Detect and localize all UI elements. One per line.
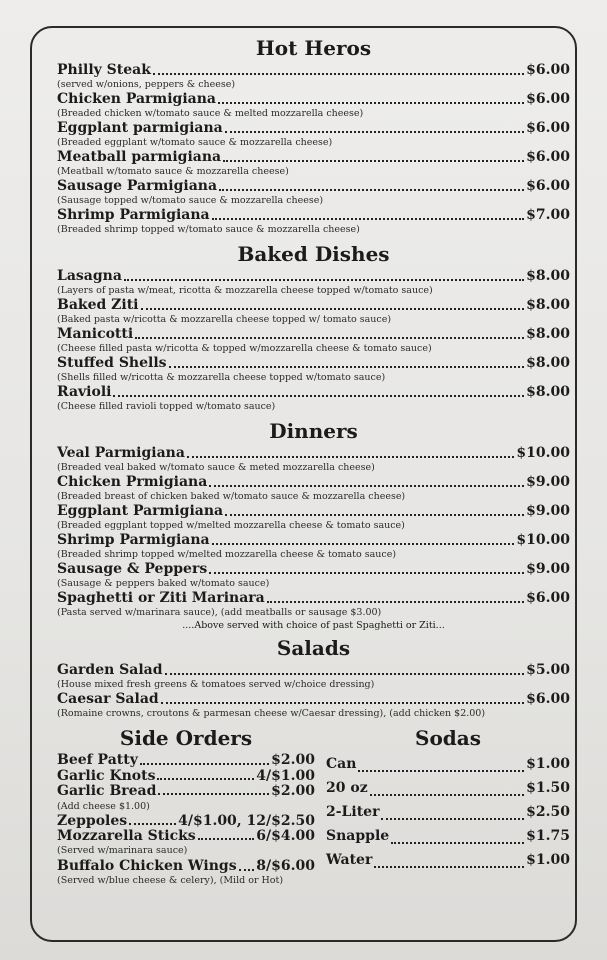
menu-item xyxy=(57,474,570,503)
item-name: Beef Patty xyxy=(57,752,138,768)
menu-item xyxy=(326,776,570,800)
dot-leader xyxy=(135,333,524,339)
dot-leader xyxy=(161,698,524,704)
item-name: Garden Salad xyxy=(57,662,163,678)
item-description: (Served w/marinara sauce) xyxy=(57,845,188,856)
item-price: $9.00 xyxy=(526,474,570,490)
dot-leader xyxy=(212,214,525,220)
section-sodas xyxy=(326,724,570,887)
item-price: $8.00 xyxy=(526,326,570,342)
section-salads xyxy=(57,634,570,720)
dot-leader xyxy=(198,834,255,840)
dot-leader xyxy=(140,759,269,765)
item-description: (Baked pasta w/ricotta & mozzarella cheese topped w/ tomato sauce) xyxy=(57,314,392,325)
dot-leader xyxy=(358,766,524,772)
dot-leader xyxy=(267,597,524,603)
menu-item xyxy=(57,858,315,875)
menu-item xyxy=(57,149,570,178)
item-price: $1.00 xyxy=(526,756,570,772)
menu-item xyxy=(57,590,570,619)
item-price: $1.00 xyxy=(526,852,570,868)
item-name: Ravioli xyxy=(57,384,112,400)
dot-leader xyxy=(129,819,176,825)
menu-item xyxy=(57,532,570,561)
dot-leader xyxy=(157,774,254,780)
item-price: $6.00 xyxy=(526,91,570,107)
menu-item xyxy=(57,691,570,720)
section-title-dinners: Dinners xyxy=(269,419,358,443)
item-price: $1.75 xyxy=(526,828,570,844)
item-description: (Add cheese $1.00) xyxy=(57,801,150,812)
item-price: $1.50 xyxy=(526,780,570,796)
dot-leader xyxy=(124,275,524,281)
section-hot-heros xyxy=(57,34,570,236)
item-name: Sausage Parmigiana xyxy=(57,178,218,194)
item-price: $9.00 xyxy=(526,561,570,577)
item-price: 4/$1.00 xyxy=(256,768,315,784)
item-description: (Breaded breast of chicken baked w/tomato sauce & mozzarella cheese) xyxy=(57,491,406,502)
menu-item xyxy=(57,829,315,844)
dot-leader xyxy=(169,362,525,368)
item-price: $6.00 xyxy=(526,120,570,136)
item-description: (Breaded eggplant w/tomato sauce & mozzarella cheese) xyxy=(57,137,333,148)
item-price: $6.00 xyxy=(526,178,570,194)
item-description: (House mixed fresh greens & tomatoes served w/choice dressing) xyxy=(57,679,375,690)
item-name: Mozzarella Sticks xyxy=(57,828,196,844)
section-title-baked-dishes: Baked Dishes xyxy=(237,242,390,266)
menu-item xyxy=(57,268,570,297)
menu-item xyxy=(326,800,570,824)
menu-item xyxy=(57,297,570,326)
dot-leader xyxy=(225,510,524,516)
item-price: $7.00 xyxy=(526,207,570,223)
menu-item xyxy=(326,848,570,872)
dot-leader xyxy=(374,862,524,868)
item-price: $9.00 xyxy=(526,503,570,519)
item-price: 8/$6.00 xyxy=(256,858,315,874)
dot-leader xyxy=(225,127,524,133)
menu-item xyxy=(326,752,570,776)
item-name: Baked Ziti xyxy=(57,297,139,313)
item-description: (Breaded chicken w/tomato sauce & melted mozzarella cheese) xyxy=(57,108,364,119)
item-name: Shrimp Parmigiana xyxy=(57,532,210,548)
menu-item xyxy=(57,120,570,149)
section-title-hot-heros: Hot Heros xyxy=(255,36,372,60)
dot-leader xyxy=(219,185,524,191)
item-name: Meatball parmigiana xyxy=(57,149,222,165)
item-name: Zeppoles xyxy=(57,813,128,829)
dot-leader xyxy=(381,814,524,820)
dot-leader xyxy=(187,452,514,458)
section-title-sodas: Sodas xyxy=(415,726,481,750)
menu-item xyxy=(57,445,570,474)
menu-item xyxy=(57,662,570,691)
menu-item xyxy=(57,561,570,590)
item-name: Caesar Salad xyxy=(57,691,159,707)
dot-leader xyxy=(391,838,524,844)
menu-item xyxy=(57,326,570,355)
dot-leader xyxy=(153,69,524,75)
item-name: Philly Steak xyxy=(57,62,151,78)
item-name: Manicotti xyxy=(57,326,134,342)
item-price: 4/$1.00, 12/$2.50 xyxy=(178,813,315,829)
dot-leader xyxy=(165,669,525,675)
menu-item xyxy=(57,784,315,799)
item-name: 20 oz xyxy=(326,780,368,796)
section-title-salads: Salads xyxy=(276,636,351,660)
dot-leader xyxy=(370,790,525,796)
item-description: (Sausage topped w/tomato sauce & mozzarella cheese) xyxy=(57,195,324,206)
dot-leader xyxy=(223,156,524,162)
item-price: $8.00 xyxy=(526,355,570,371)
item-name: Water xyxy=(326,852,373,868)
item-name: Garlic Bread xyxy=(57,783,157,799)
item-description: (Shells filled w/ricotta & mozzarella cheese topped w/tomato sauce) xyxy=(57,372,386,383)
item-price: $8.00 xyxy=(526,297,570,313)
section-title-side-orders: Side Orders xyxy=(119,726,253,750)
menu-item xyxy=(326,824,570,848)
bottom-columns xyxy=(57,724,570,887)
menu-item xyxy=(57,384,570,413)
item-price: $10.00 xyxy=(516,532,570,548)
item-description: (Layers of pasta w/meat, ricotta & mozzarella cheese topped w/tomato sauce) xyxy=(57,285,433,296)
dot-leader xyxy=(212,539,515,545)
dot-leader xyxy=(239,865,255,871)
section-dinners xyxy=(57,417,570,632)
dot-leader xyxy=(218,98,524,104)
item-description: (Breaded shrimp topped w/tomato sauce & mozzarella cheese) xyxy=(57,224,360,235)
item-description: (Breaded veal baked w/tomato sauce & meted mozzarella cheese) xyxy=(57,462,375,473)
dot-leader xyxy=(209,568,524,574)
item-description: (Sausage & peppers baked w/tomato sauce) xyxy=(57,578,270,589)
item-name: 2-Liter xyxy=(326,804,380,820)
menu-item xyxy=(57,207,570,236)
item-description: (Served w/blue cheese & celery), (Mild or Hot) xyxy=(57,875,284,886)
item-price: $10.00 xyxy=(516,445,570,461)
dot-leader xyxy=(209,481,524,487)
item-description: (served w/onions, peppers & cheese) xyxy=(57,79,236,90)
item-price: $5.00 xyxy=(526,662,570,678)
item-price: $2.00 xyxy=(271,783,315,799)
item-name: Garlic Knots xyxy=(57,768,156,784)
item-description: (Cheese filled ravioli topped w/tomato sauce) xyxy=(57,401,276,412)
section-side-orders xyxy=(57,724,315,887)
menu-content xyxy=(57,34,570,887)
item-name: Chicken Parmigiana xyxy=(57,91,216,107)
dot-leader xyxy=(141,304,525,310)
item-name: Shrimp Parmigiana xyxy=(57,207,210,223)
item-price: $6.00 xyxy=(526,149,570,165)
section-baked-dishes xyxy=(57,240,570,413)
menu-item xyxy=(57,62,570,91)
item-price: $6.00 xyxy=(526,62,570,78)
item-name: Buffalo Chicken Wings xyxy=(57,858,237,874)
item-description: (Meatball w/tomato sauce & mozzarella cheese) xyxy=(57,166,289,177)
item-name: Can xyxy=(326,756,357,772)
menu-item xyxy=(57,178,570,207)
dinners-note: ....Above served with choice of past Spaghetti or Ziti... xyxy=(182,620,445,631)
item-price: $8.00 xyxy=(526,384,570,400)
item-description: (Breaded shrimp topped w/melted mozzarella cheese & tomato sauce) xyxy=(57,549,397,560)
menu-item xyxy=(57,814,315,829)
item-price: $2.00 xyxy=(271,752,315,768)
item-name: Spaghetti or Ziti Marinara xyxy=(57,590,265,606)
menu-item xyxy=(57,503,570,532)
item-name: Snapple xyxy=(326,828,390,844)
menu-item xyxy=(57,355,570,384)
dot-leader xyxy=(113,391,524,397)
item-price: $6.00 xyxy=(526,590,570,606)
item-price: $2.50 xyxy=(526,804,570,820)
item-name: Eggplant Parmigiana xyxy=(57,503,224,519)
menu-item xyxy=(57,752,315,769)
item-name: Chicken Prmigiana xyxy=(57,474,208,490)
item-price: $6.00 xyxy=(526,691,570,707)
item-name: Sausage & Peppers xyxy=(57,561,208,577)
item-price: 6/$4.00 xyxy=(256,828,315,844)
menu-item xyxy=(57,769,315,784)
item-name: Veal Parmigiana xyxy=(57,445,185,461)
dot-leader xyxy=(158,789,269,795)
item-name: Lasagna xyxy=(57,268,122,284)
item-price: $8.00 xyxy=(526,268,570,284)
item-name: Stuffed Shells xyxy=(57,355,167,371)
item-description: (Cheese filled pasta w/ricotta & topped w/mozzarella cheese & tomato sauce) xyxy=(57,343,432,354)
menu-item xyxy=(57,91,570,120)
item-name: Eggplant parmigiana xyxy=(57,120,223,136)
item-description: (Breaded eggplant topped w/melted mozzarella cheese & tomato sauce) xyxy=(57,520,405,531)
item-description: (Pasta served w/marinara sauce), (add meatballs or sausage $3.00) xyxy=(57,607,382,618)
item-description: (Romaine crowns, croutons & parmesan cheese w/Caesar dressing), (add chicken $2.00) xyxy=(57,708,486,719)
